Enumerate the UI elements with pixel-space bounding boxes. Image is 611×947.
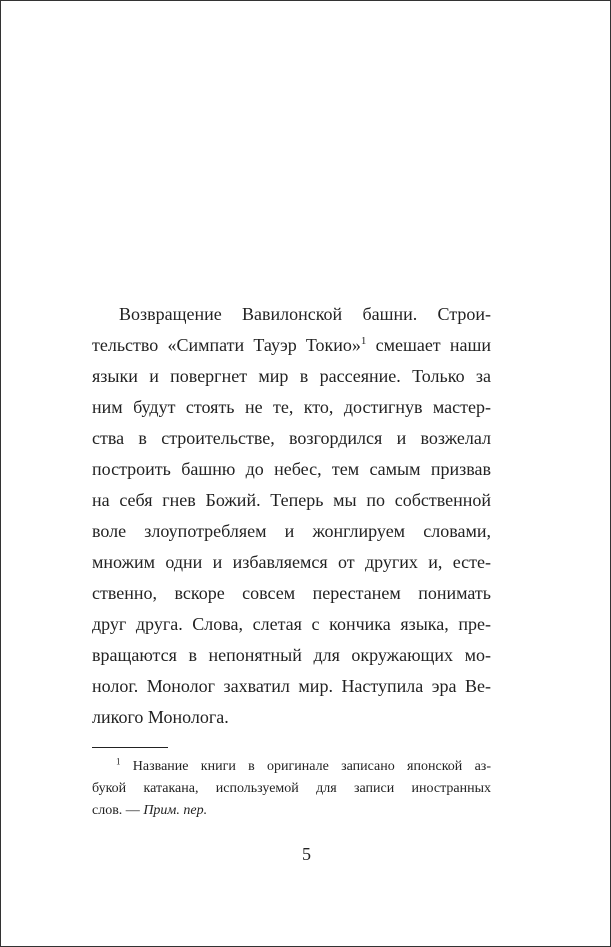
text-line: ликого Монолога. xyxy=(92,707,229,727)
body-text xyxy=(92,299,491,733)
text-line: множим одни и избавляемся от других и, есте- xyxy=(92,552,491,572)
text-fragment: слов. — xyxy=(92,803,144,818)
footnote xyxy=(92,756,491,822)
text-line: нолог. Монолог захватил мир. Наступила эра Ве- xyxy=(92,676,491,696)
text-line xyxy=(92,330,491,361)
translator-note: Прим. пер. xyxy=(143,803,208,818)
text-line: ства в строительстве, возгордился и возжелал xyxy=(92,428,491,448)
text-line: на себя гнев Божий. Теперь мы по собственной xyxy=(92,490,491,510)
footnote-marker: 1 xyxy=(116,756,121,767)
text-line: Возвращение Вавилонской башни. Строи- xyxy=(119,304,491,324)
text-line: построить башню до небес, тем самым призвав xyxy=(92,459,491,479)
footnote-separator xyxy=(92,747,168,748)
text-line: воле злоупотребляем и жонглируем словами, xyxy=(92,521,491,541)
footnote-line: букой катакана, используемой для записи иностранных xyxy=(92,781,491,796)
footnote-reference[interactable]: 1 xyxy=(360,335,367,347)
text-line: вращаются в непонятный для окружающих мо- xyxy=(92,645,491,665)
text-line: ственно, вскоре совсем перестанем понимать xyxy=(92,583,491,603)
text-line: ним будут стоять не те, кто, достигнув мастер- xyxy=(92,397,491,417)
footnote-line xyxy=(92,756,491,778)
text-fragment: смешает наши xyxy=(366,335,491,355)
text-fragment: Название книги в оригинале записано японской аз- xyxy=(120,759,491,774)
text-fragment: тельство «Симпати Тауэр Токио» xyxy=(92,335,361,355)
page-number: 5 xyxy=(302,844,311,864)
footnote-line xyxy=(92,800,491,822)
text-line: друг друга. Слова, слетая с кончика языка, пре- xyxy=(92,614,491,634)
text-line: языки и повергнет мир в рассеяние. Только за xyxy=(92,366,491,386)
